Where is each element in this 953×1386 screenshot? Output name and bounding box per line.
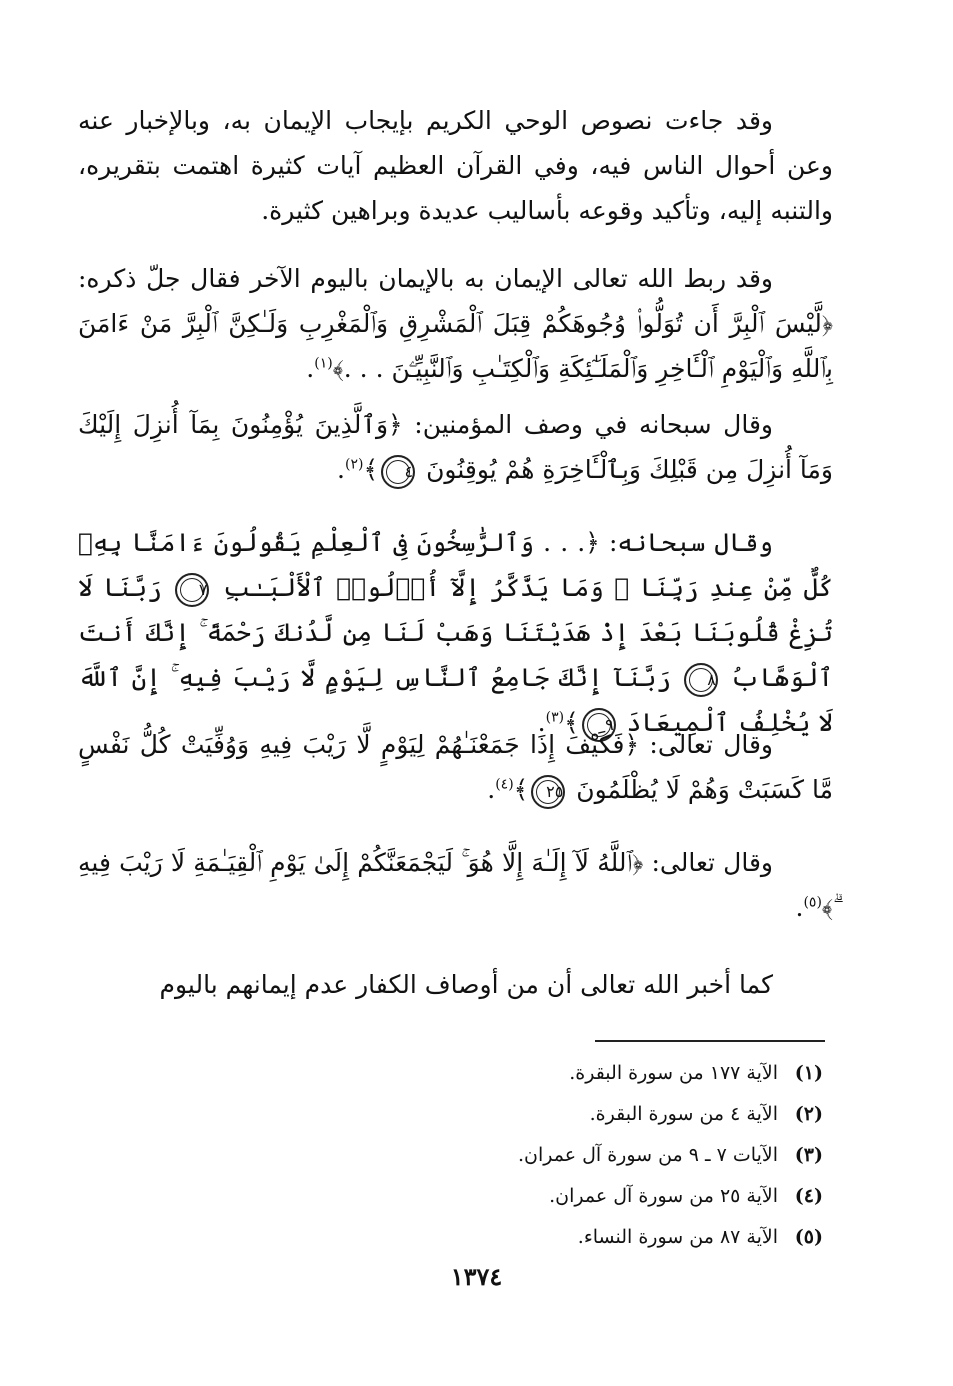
footnote-reference: (٢) xyxy=(344,456,364,473)
quran-verse: ﴿. . . وَٱلرَّٰسِخُونَ فِى ٱلْعِلْمِ يَقُولُونَ ءَامَنَّا بِهِۦ كُلٌّ مِّنْ عِندِ رَبِّنَا ۗ وَمَا يَذَّكَّرُ إِلَّآ أُو۟لُوا۟ ٱلْأَلْبَـٰبِ xyxy=(78,528,833,602)
quran-verse: ﴿ٱللَّهُ لَآ إِلَـٰهَ إِلَّا هُوَ ۚ لَيَجْمَعَنَّكُمْ إِلَىٰ يَوْمِ ٱلْقِيَـٰمَةِ لَا رَيْبَ فِيهِ ۗ﴾ xyxy=(78,848,833,922)
ayah-number-marker: ٩ xyxy=(582,708,616,742)
paragraph-text: وقال تعالى: xyxy=(639,730,773,759)
footnote-item xyxy=(78,1176,823,1217)
footnote-separator xyxy=(595,1040,825,1042)
footnote-number: (٢) xyxy=(794,1103,823,1125)
footnote-reference: (١) xyxy=(314,355,333,372)
paragraph-text: وقد ربط الله تعالى الإيمان به بالإيمان باليوم الآخر فقال جلّ ذكره: xyxy=(78,264,773,293)
quran-verse: ﴿فَكَيْفَ إِذَا جَمَعْنَـٰهُمْ لِيَوْمٍ لَّا رَيْبَ فِيهِ وَوُفِّيَتْ كُلُّ نَفْسٍ مَّا كَسَبَتْ وَهُمْ لَا يُظْلَمُونَ xyxy=(78,730,833,804)
paragraph-intro xyxy=(78,98,833,233)
footnote-text: الآية ٨٧ من سورة النساء. xyxy=(577,1226,778,1248)
footnotes-list xyxy=(78,1053,823,1258)
footnote-number: (٥) xyxy=(794,1226,823,1248)
quran-verse: ﴿وَٱلَّذِينَ يُؤْمِنُونَ بِمَآ أُنزِلَ إِلَيْكَ وَمَآ أُنزِلَ مِن قَبْلِكَ وَبِٱلْـَٔاخِرَةِ هُمْ يُوقِنُونَ xyxy=(78,410,833,484)
quran-verse: رَبَّنَآ إِنَّكَ جَامِعُ ٱلنَّاسِ لِيَوْمٍ لَّا رَيْبَ فِيهِ ۚ إِنَّ ٱللَّهَ لَا يُخْلِفُ ٱلْمِيعَادَ xyxy=(78,663,833,737)
quran-bracket: ﴾ xyxy=(363,455,379,484)
footnote-reference: (٤) xyxy=(495,776,514,793)
paragraph-text: وقال سبحانه في وصف المؤمنين: xyxy=(402,410,773,439)
paragraph-verse-4: وقال سبحانه في وصف المؤمنين: ﴿وَٱلَّذِينَ يُؤْمِنُونَ بِمَآ أُنزِلَ إِلَيْكَ وَمَآ أُنزِلَ مِن قَبْلِكَ وَبِٱلْـَٔاخِرَةِ هُمْ يُوقِنُونَ ٤﴾$^{(٢)}$. xyxy=(78,402,833,492)
ayah-number-marker: ٤ xyxy=(381,455,415,489)
paragraph-closing xyxy=(78,962,833,1007)
paragraph-verse-177: وقد ربط الله تعالى الإيمان به بالإيمان باليوم الآخر فقال جلّ ذكره: ﴿لَّيْسَ ٱلْبِرَّ أَن تُوَلُّوا۟ وُجُوهَكُمْ قِبَلَ ٱلْمَشْرِقِ وَٱلْمَغْرِبِ وَلَـٰكِنَّ ٱلْبِرَّ مَنْ ءَامَنَ بِٱللَّهِ وَٱلْيَوْمِ ٱلْـَٔاخِرِ وَٱلْمَلَـٰٓئِكَةِ وَٱلْكِتَـٰبِ وَٱلنَّبِيِّـۧنَ . . .﴾$^{(١)}$. xyxy=(78,264,833,383)
page-number: ١٣٧٤ xyxy=(450,1262,503,1291)
quran-bracket: ﴾ xyxy=(564,708,579,737)
paragraph-verse-25: وقال تعالى: ﴿فَكَيْفَ إِذَا جَمَعْنَـٰهُمْ لِيَوْمٍ لَّا رَيْبَ فِيهِ وَوُفِّيَتْ كُلُّ نَفْسٍ مَّا كَسَبَتْ وَهُمْ لَا يُظْلَمُونَ ٢٥﴾$^{(٤)}$. xyxy=(78,722,833,812)
footnote-text: الآية ٤ من سورة البقرة. xyxy=(589,1103,778,1125)
footnote-reference: (٣) xyxy=(545,709,565,726)
footnote-text: الآيات ٧ ـ ٩ من سورة آل عمران. xyxy=(517,1144,778,1166)
paragraph-text: وقد جاءت نصوص الوحي الكريم بإيجاب الإيمان به، وبالإخبار عنه وعن أحوال الناس فيه، وفي القرآن العظيم آيات كثيرة اهتمت بتقريره، والتنبه إليه، وتأكيد وقوعه بأساليب عديدة وبراهين كثيرة. xyxy=(78,106,833,225)
paragraph-text: كما أخبر الله تعالى أن من أوصاف الكفار عدم إيمانهم باليوم xyxy=(159,970,773,999)
footnote-item xyxy=(78,1053,823,1094)
paragraph-text: وقال سبحانه: xyxy=(599,528,773,557)
footnote-number: (٤) xyxy=(794,1185,823,1207)
footnote-number: (٣) xyxy=(794,1144,823,1166)
footnote-item xyxy=(78,1217,823,1258)
quran-verse: رَبَّنَا لَا تُزِغْ قُلُوبَنَا بَعْدَ إِذْ هَدَيْتَنَا وَهَبْ لَنَا مِن لَّدُنكَ رَحْمَةً ۚ إِنَّكَ أَنتَ ٱلْوَهَّابُ xyxy=(78,573,834,692)
paragraph-text: وقال تعالى: xyxy=(643,848,773,877)
ayah-number-marker: ٨ xyxy=(684,663,718,697)
footnote-text: الآية ١٧٧ من سورة البقرة. xyxy=(569,1062,778,1084)
footnote-number: (١) xyxy=(794,1062,823,1084)
footnote-item xyxy=(78,1135,823,1176)
footnote-text: الآية ٢٥ من سورة آل عمران. xyxy=(549,1185,778,1207)
paragraph-verse-87: وقال تعالى: ﴿ٱللَّهُ لَآ إِلَـٰهَ إِلَّا هُوَ ۚ لَيَجْمَعَنَّكُمْ إِلَىٰ يَوْمِ ٱلْقِيَـٰمَةِ لَا رَيْبَ فِيهِ ۗ﴾$^{(٥)}$. xyxy=(78,848,833,922)
footnote-item xyxy=(78,1094,823,1135)
footnote-reference: (٥) xyxy=(803,894,822,911)
quran-verse: ﴿لَّيْسَ ٱلْبِرَّ أَن تُوَلُّوا۟ وُجُوهَكُمْ قِبَلَ ٱلْمَشْرِقِ وَٱلْمَغْرِبِ وَلَـٰكِنَّ ٱلْبِرَّ مَنْ ءَامَنَ بِٱللَّهِ وَٱلْيَوْمِ ٱلْـَٔاخِرِ وَٱلْمَلَـٰٓئِكَةِ وَٱلْكِتَـٰبِ وَٱلنَّبِيِّـۧنَ . . .﴾ xyxy=(78,309,833,383)
quran-bracket: ﴾ xyxy=(513,775,529,804)
ayah-number-marker: ٢٥ xyxy=(531,775,565,809)
ayah-number-marker: ٧ xyxy=(175,573,209,607)
paragraph-verses-7-9: وقال سبحانه: ﴿. . . وَٱلرَّٰسِخُونَ فِى ٱلْعِلْمِ يَقُولُونَ ءَامَنَّا بِهِۦ كُلٌّ مِّنْ عِندِ رَبِّنَا ۗ وَمَا يَذَّكَّرُ إِلَّآ أُو۟لُوا۟ ٱلْأَلْبَـٰبِ ٧ رَبَّنَا لَا تُزِغْ قُلُوبَنَا بَعْدَ إِذْ هَدَيْتَنَا وَهَبْ لَنَا مِن لَّدُنكَ رَحْمَةً ۚ إِنَّكَ أَنتَ ٱلْوَهَّابُ ٨ رَبَّنَآ إِنَّكَ جَامِعُ ٱلنَّاسِ لِيَوْمٍ لَّا رَيْبَ فِيهِ ۚ إِنَّ ٱللَّهَ لَا يُخْلِفُ ٱلْمِيعَادَ ٩﴾$^{(٣)}$. xyxy=(78,520,833,745)
